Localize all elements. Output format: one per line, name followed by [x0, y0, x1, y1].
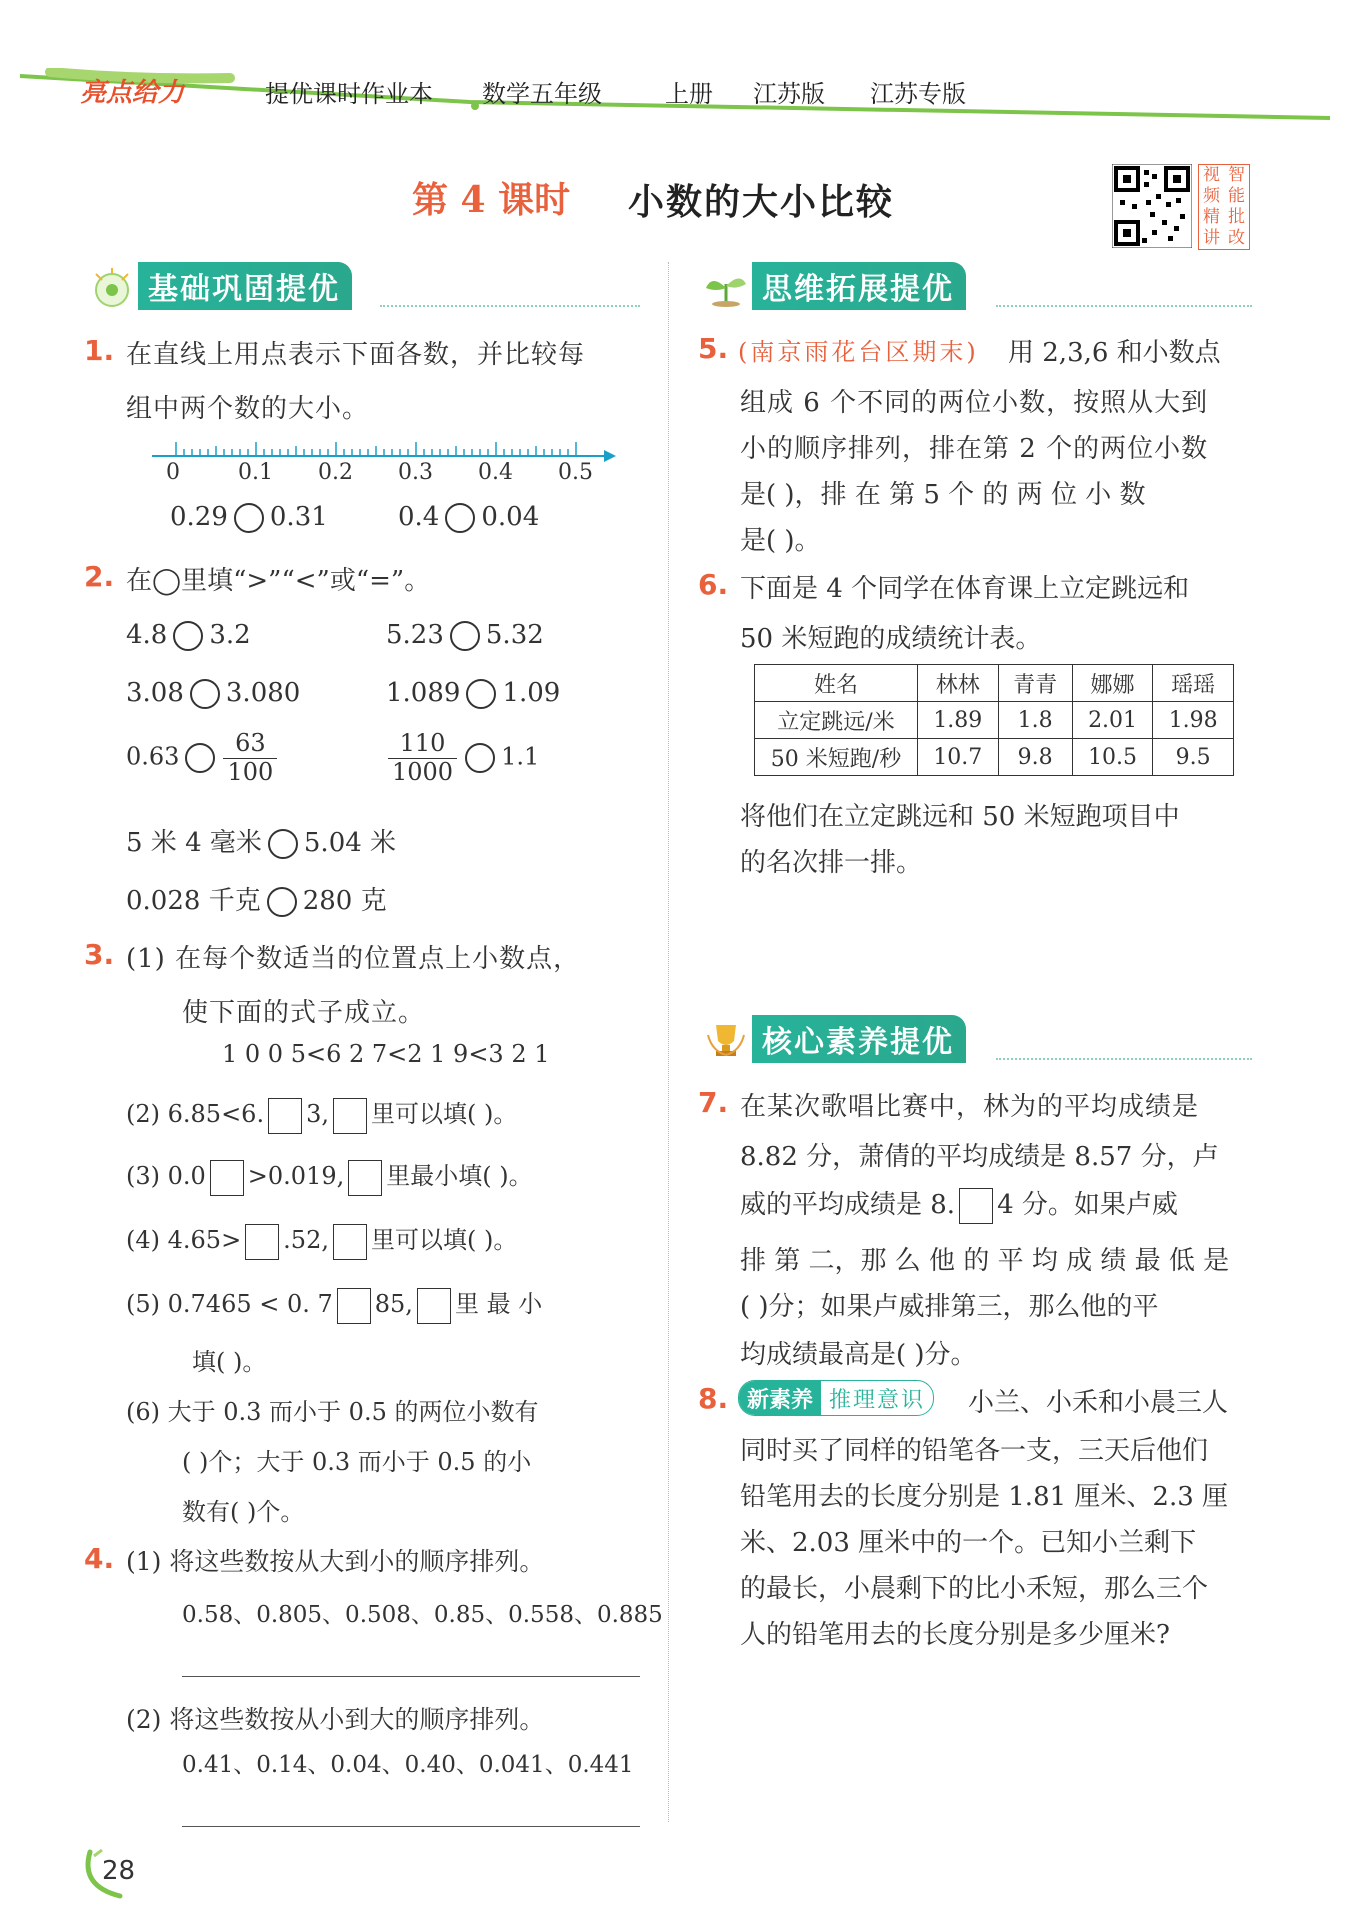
q4-answer-line[interactable]: [182, 1676, 640, 1677]
q1-compare-1: 0.29 0.31: [170, 502, 328, 532]
q3-number: 3.: [84, 938, 115, 971]
axis-label-3: 0.3: [398, 460, 433, 485]
header-special: 江苏专版: [870, 80, 966, 108]
section-core-dots: [996, 1058, 1252, 1060]
answer-circle[interactable]: [267, 887, 297, 917]
q2-item: 4.8 3.2: [126, 620, 251, 650]
q8-text: 小兰、小禾和小晨三人: [968, 1388, 1229, 1418]
q3-part: (1) 在每个数适当的位置点上小数点，: [126, 944, 581, 974]
section-icon: [86, 264, 138, 308]
header-edition: 江苏版: [753, 80, 825, 108]
section-thinking-title: 思维拓展提优: [752, 262, 966, 310]
q2-item: $\frac{110}{1000}$ 1.1: [386, 730, 539, 786]
header-bar: [20, 68, 1332, 124]
q1-compare-2: 0.4 0.04: [398, 502, 540, 532]
axis-label-5: 0.5: [558, 460, 593, 485]
q4-numbers: 0.41、0.14、0.04、0.40、0.041、0.441: [182, 1752, 634, 1778]
table-header: 青青: [998, 665, 1072, 702]
q7-text: 排 第 二，那 么 他 的 平 均 成 绩 最 低 是: [740, 1246, 1230, 1276]
qr-code-icon: [1112, 164, 1192, 248]
q5-text: 小的顺序排列，排在第 2 个的两位小数: [740, 434, 1209, 464]
answer-box[interactable]: [245, 1224, 279, 1260]
q5-number: 5.: [698, 332, 729, 365]
axis-label-1: 0.1: [238, 460, 273, 485]
q3-part: (5) 0.7465 < 0. 7 85, 里 最 小: [126, 1284, 542, 1324]
section-core: [700, 1018, 966, 1060]
answer-circle[interactable]: [185, 743, 215, 773]
qr-label: 改: [1228, 228, 1245, 248]
q8-number: 8.: [698, 1382, 729, 1415]
q8-text: 人的铅笔用去的长度分别是多少厘米?: [740, 1620, 1170, 1650]
q7-text: 均成绩最高是( )分。: [740, 1340, 977, 1370]
axis-label-4: 0.4: [478, 460, 513, 485]
answer-box[interactable]: [210, 1160, 244, 1196]
q8-text: 的最长，小晨剩下的比小禾短，那么三个: [740, 1574, 1209, 1604]
table-cell: 9.5: [1153, 739, 1234, 776]
section-basic-dots: [380, 305, 640, 307]
answer-box[interactable]: [417, 1288, 451, 1324]
q2-text: 在◯里填“>”“<”或“=”。: [126, 566, 431, 596]
section-thinking-dots: [996, 305, 1252, 307]
q3-part: (6) 大于 0.3 而小于 0.5 的两位小数有: [126, 1398, 539, 1426]
answer-box[interactable]: [268, 1098, 302, 1134]
fraction: $\frac{110}{1000}$: [388, 730, 457, 786]
q8-tag: [738, 1380, 934, 1416]
score-table: [754, 664, 1234, 776]
q1-number: 1.: [84, 334, 115, 367]
q4-numbers: 0.58、0.805、0.508、0.85、0.558、0.885: [182, 1602, 663, 1628]
table-cell: 10.7: [918, 739, 999, 776]
header-volume: 上册: [665, 80, 713, 108]
q4-answer-line[interactable]: [182, 1826, 640, 1827]
q2-item: 0.63 $\frac{63}{100}$: [126, 730, 279, 786]
q6-text: 的名次排一排。: [740, 848, 923, 878]
table-header: 姓名: [755, 665, 918, 702]
q3-part: (3) 0.0 >0.019, 里最小填( )。: [126, 1156, 533, 1196]
qr-label: 批: [1228, 207, 1245, 227]
answer-circle[interactable]: [450, 621, 480, 651]
qr-label: 视: [1203, 165, 1220, 185]
q6-text: 50 米短跑的成绩统计表。: [740, 624, 1042, 654]
answer-circle[interactable]: [268, 829, 298, 859]
table-header: 娜娜: [1072, 665, 1153, 702]
qr-block[interactable]: [1112, 164, 1248, 250]
qr-label: 频: [1203, 186, 1220, 206]
axis-label-2: 0.2: [318, 460, 353, 485]
section-core-title: 核心素养提优: [752, 1015, 966, 1063]
q5-text: 是( )，排 在 第 5 个 的 两 位 小 数: [740, 480, 1146, 510]
qr-label: 智: [1228, 165, 1245, 185]
q3-part: (2) 6.85<6. 3, 里可以填( )。: [126, 1094, 517, 1134]
q8-text: 铅笔用去的长度分别是 1.81 厘米、2.3 厘: [740, 1482, 1229, 1512]
trophy-icon: [700, 1017, 752, 1061]
answer-circle[interactable]: [190, 679, 220, 709]
q2-item: 0.028 千克 280 克: [126, 886, 387, 916]
q2-item: 1.089 1.09: [386, 678, 561, 708]
q2-number: 2.: [84, 560, 115, 593]
table-header-row: [755, 665, 1234, 702]
q3-part: 数有( )个。: [182, 1498, 305, 1526]
q2-item: 3.08 3.080: [126, 678, 301, 708]
q4-part: (2) 将这些数按从小到大的顺序排列。: [126, 1705, 545, 1734]
q8-text: 米、2.03 厘米中的一个。已知小兰剩下: [740, 1528, 1197, 1558]
table-row: [755, 702, 1234, 739]
q4-part: (1) 将这些数按从大到小的顺序排列。: [126, 1547, 545, 1576]
answer-circle[interactable]: [234, 503, 264, 533]
table-cell: 1.89: [918, 702, 999, 739]
section-thinking: [700, 265, 966, 307]
header-subject: 数学五年级: [482, 80, 602, 108]
page-number: 28: [102, 1856, 136, 1886]
answer-box[interactable]: [337, 1288, 371, 1324]
answer-box[interactable]: [348, 1160, 382, 1196]
answer-circle[interactable]: [173, 621, 203, 651]
q1-text: 在直线上用点表示下面各数，并比较每: [126, 340, 586, 370]
q3-part: (4) 4.65> .52, 里可以填( )。: [126, 1220, 517, 1260]
q7-text: 威的平均成绩是 8. 4 分。如果卢威: [740, 1184, 1178, 1224]
q5-source: (南京雨花台区期末): [738, 338, 979, 366]
q7-text: 8.82 分，萧倩的平均成绩是 8.57 分，卢: [740, 1142, 1219, 1172]
answer-box[interactable]: [333, 1224, 367, 1260]
brand-logo: 亮点给力: [80, 78, 185, 108]
q7-text: ( )分；如果卢威排第三，那么他的平: [740, 1292, 1159, 1322]
answer-box[interactable]: [959, 1188, 993, 1224]
q5-text: 是( )。: [740, 526, 821, 556]
q6-number: 6.: [698, 568, 729, 601]
q3-part: 填( )。: [192, 1348, 267, 1376]
answer-circle[interactable]: [445, 503, 475, 533]
page-title: 小数的大小比较: [628, 181, 895, 223]
q2-item: 5.23 5.32: [386, 620, 544, 650]
q3-expression: 1 0 0 5<6 2 7<2 1 9<3 2 1: [222, 1040, 550, 1068]
product-name: 提优课时作业本: [265, 80, 433, 108]
number-line: [146, 432, 616, 482]
section-basic-title: 基础巩固提优: [138, 262, 352, 310]
fraction: $\frac{63}{100}$: [223, 730, 277, 786]
table-cell: 2.01: [1072, 702, 1153, 739]
table-header: 林林: [918, 665, 999, 702]
table-row: [755, 739, 1234, 776]
answer-circle[interactable]: [466, 679, 496, 709]
table-cell: 9.8: [998, 739, 1072, 776]
sprout-icon: [700, 264, 752, 308]
qr-label: 精: [1203, 207, 1220, 227]
qr-label: 讲: [1203, 228, 1220, 248]
table-cell: 1.8: [998, 702, 1072, 739]
table-cell: 立定跳远/米: [755, 702, 918, 739]
lesson-number: 第 4 课时: [412, 179, 571, 221]
q5-text: 组成 6 个不同的两位小数，按照从大到: [740, 388, 1209, 418]
q6-text: 下面是 4 个同学在体育课上立定跳远和: [740, 574, 1190, 604]
q2-item: 5 米 4 毫米 5.04 米: [126, 828, 397, 858]
qr-label: 能: [1228, 186, 1245, 206]
tag-reasoning: 推理意识: [829, 1388, 926, 1413]
answer-circle[interactable]: [465, 743, 495, 773]
tag-new-literacy: 新素养: [739, 1381, 821, 1415]
answer-box[interactable]: [333, 1098, 367, 1134]
q7-number: 7.: [698, 1086, 729, 1119]
q6-text: 将他们在立定跳远和 50 米短跑项目中: [740, 802, 1180, 832]
column-divider: [668, 262, 669, 1822]
qr-label-grid: [1198, 164, 1250, 250]
q4-number: 4.: [84, 1542, 115, 1575]
q3-part: ( )个；大于 0.3 而小于 0.5 的小: [182, 1448, 532, 1476]
q1-text: 组中两个数的大小。: [126, 394, 370, 424]
table-cell: 50 米短跑/秒: [755, 739, 918, 776]
table-cell: 10.5: [1072, 739, 1153, 776]
table-header: 瑶瑶: [1153, 665, 1234, 702]
table-cell: 1.98: [1153, 702, 1234, 739]
q5-text: 用 2,3,6 和小数点: [1008, 338, 1221, 368]
q7-text: 在某次歌唱比赛中，林为的平均成绩是: [740, 1092, 1200, 1122]
section-basic: [86, 265, 352, 307]
q3-part: 使下面的式子成立。: [182, 998, 426, 1028]
axis-label-0: 0: [166, 460, 180, 485]
q8-text: 同时买了同样的铅笔各一支，三天后他们: [740, 1436, 1209, 1466]
